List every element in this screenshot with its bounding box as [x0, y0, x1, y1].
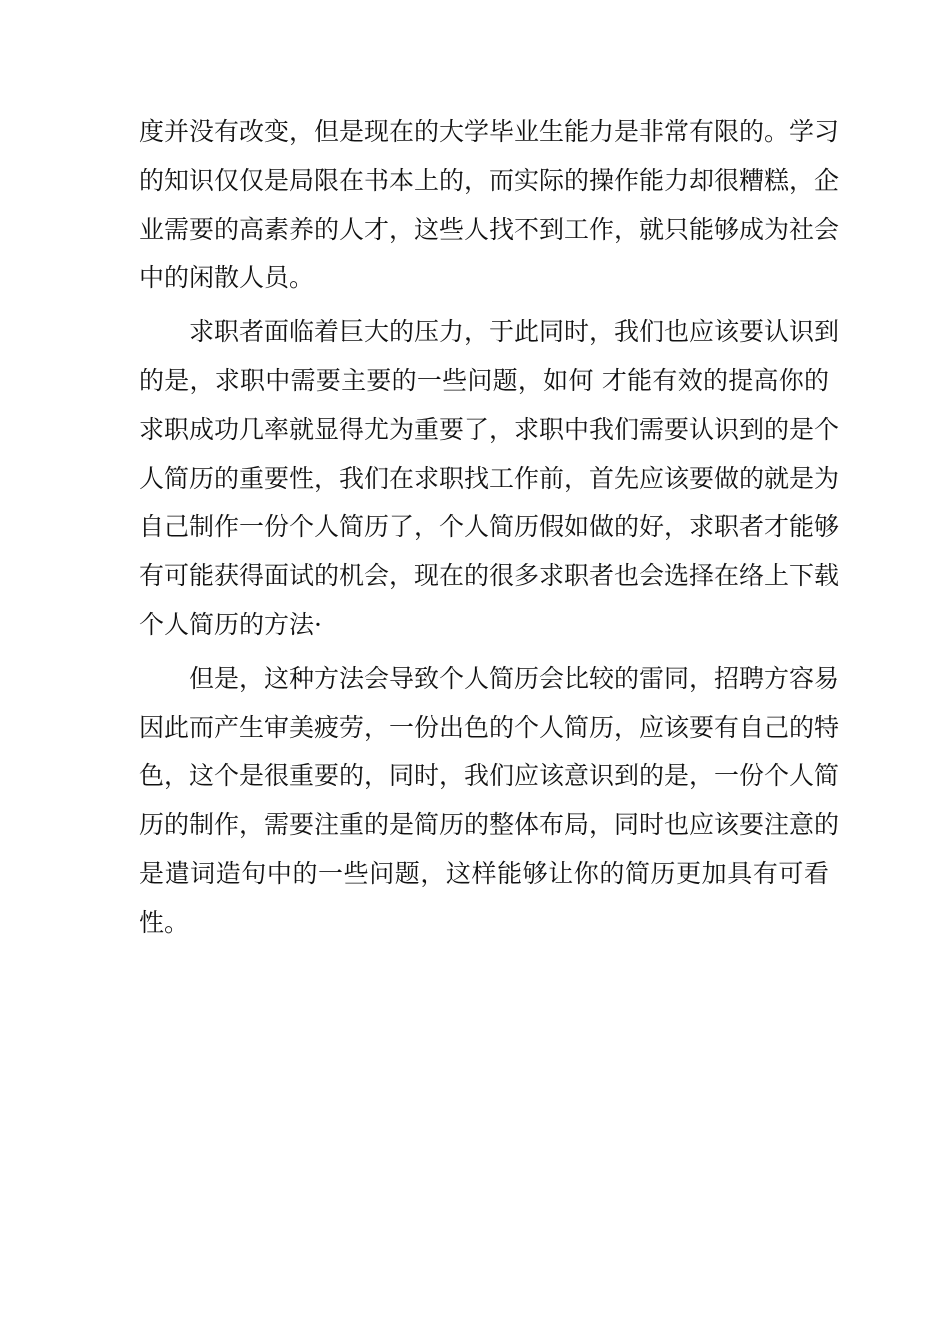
text-line: 度并没有改变，但是现在的大学毕业生能力是非常有限的。学习 — [139, 117, 840, 146]
text-line: 自己制作一份个人简历了，个人简历假如做的好，求职者才能够 — [139, 512, 840, 542]
text-line: 是遣词造句中的一些问题，这样能够让你的简历更加具有可看 — [139, 858, 829, 888]
text-line: 个人简历的方法· — [139, 609, 322, 639]
text-line: 求职者面临着巨大的压力，于此同时，我们也应该要认识到 — [189, 317, 840, 347]
text-line: 中的闲散人员。 — [139, 263, 315, 293]
text-line: 因此而产生审美疲劳，一份出色的个人简历，应该要有自己的特 — [139, 712, 840, 742]
text-line: 的是，求职中需要主要的一些问题，如何 才能有效的提高你的 — [139, 365, 829, 395]
text-line: 历的制作，需要注重的是简历的整体布局，同时也应该要注意的 — [139, 810, 840, 840]
document-body — [139, 108, 840, 953]
text-line: 人简历的重要性，我们在求职找工作前，首先应该要做的就是为 — [139, 463, 840, 493]
text-line: 色，这个是很重要的，同时，我们应该意识到的是，一份个人简 — [139, 761, 840, 791]
text-line: 性。 — [139, 907, 190, 937]
paragraph-1 — [139, 108, 840, 303]
paragraph-2 — [139, 308, 840, 650]
text-line: 的知识仅仅是局限在书本上的，而实际的操作能力却很糟糕，企 — [139, 165, 840, 195]
text-line: 业需要的高素养的人才，这些人找不到工作，就只能够成为社会 — [139, 214, 840, 244]
text-line: 求职成功几率就显得尤为重要了，求职中我们需要认识到的是个 — [139, 414, 840, 444]
text-line: 有可能获得面试的机会，现在的很多求职者也会选择在络上下载 — [139, 561, 840, 591]
paragraph-3 — [139, 655, 840, 948]
text-line: 但是，这种方法会导致个人简历会比较的雷同，招聘方容易 — [189, 663, 840, 693]
